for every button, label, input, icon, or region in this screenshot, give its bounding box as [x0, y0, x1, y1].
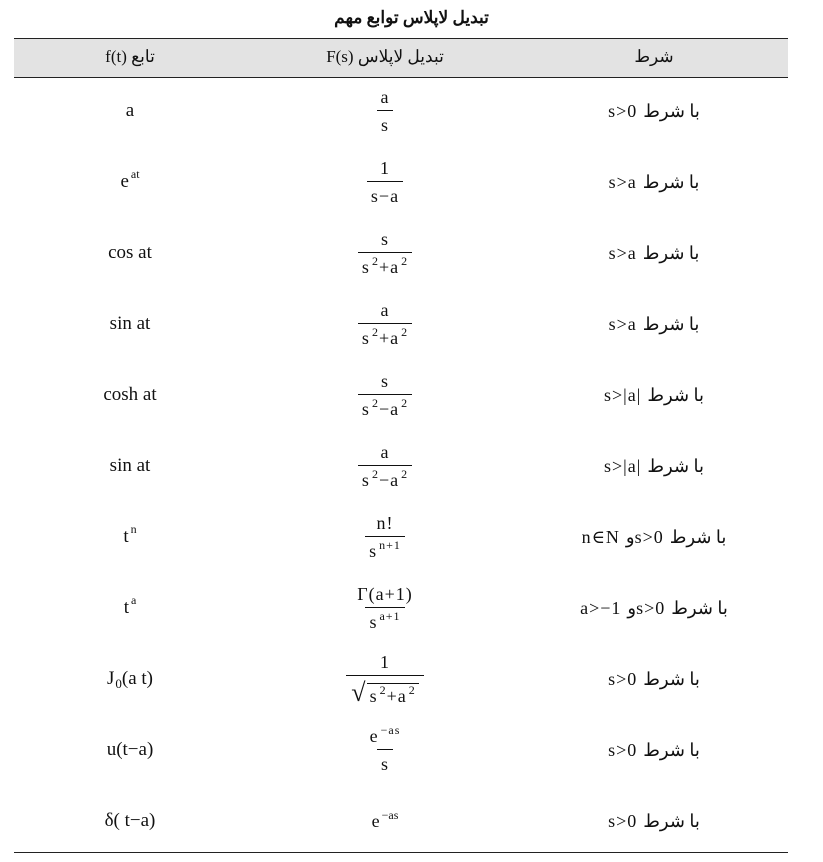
condition-expr: s>|a|: [604, 384, 642, 405]
denominator-exponent: 2: [401, 395, 409, 410]
condition-prefix: با شرط: [643, 668, 700, 689]
fraction-numerator: a: [380, 86, 390, 107]
denominator-exponent: 2: [371, 395, 379, 410]
denominator-exponent: 2: [401, 466, 409, 481]
fraction-numerator: s: [380, 228, 389, 249]
denominator-term: +a: [378, 327, 400, 348]
table-row: [14, 573, 788, 643]
condition-prefix: با شرط: [643, 739, 700, 760]
fraction-denominator: [367, 181, 403, 207]
header-laplace: F(s) تبدیل لاپلاس: [326, 47, 444, 66]
denominator-base: s: [361, 398, 370, 419]
denominator-base: s: [361, 469, 370, 490]
fraction-denominator: [377, 749, 393, 775]
denominator-base: s: [361, 327, 370, 348]
laplace-cell: [310, 76, 460, 146]
function-expr: cosh at: [103, 384, 157, 405]
fraction: [358, 442, 412, 490]
radical-sign-icon: √: [351, 678, 367, 708]
denominator-exponent: 2: [401, 324, 409, 339]
condition-prefix: با شرط: [643, 810, 700, 831]
condition-cell: [534, 715, 774, 785]
denominator-base: s: [369, 611, 378, 632]
denominator-exponent: 2: [371, 253, 379, 268]
denominator-exponent: a+1: [379, 608, 401, 623]
denominator-expr: s: [380, 753, 389, 774]
condition-expr: s>a: [608, 171, 637, 192]
condition-cell: [534, 289, 774, 359]
denominator-expr: s−a: [370, 185, 400, 206]
denominator-exponent: 2: [401, 253, 409, 268]
condition-prefix: با شرط: [647, 455, 705, 476]
laplace-base: e: [371, 810, 380, 831]
numerator-exponent: −as: [380, 722, 401, 737]
denominator-base: s: [369, 685, 378, 706]
function-expr: sin at: [109, 455, 151, 476]
condition-cell: [534, 644, 774, 714]
header-function: f(t) تابع: [105, 47, 155, 66]
fraction-numerator: [366, 722, 405, 749]
fraction-denominator: [358, 465, 412, 491]
function-cell: [70, 715, 190, 785]
function-cell: [70, 76, 190, 146]
header-condition: شرط: [634, 47, 674, 66]
condition-cell: [534, 502, 774, 572]
denominator-exponent: 2: [371, 324, 379, 339]
laplace-cell: [310, 502, 460, 572]
function-base: J: [106, 668, 115, 689]
function-argument: (a t): [121, 668, 154, 689]
function-expr: sin at: [109, 313, 151, 334]
function-subscript: 0: [115, 676, 122, 691]
fraction-numerator: 1: [380, 157, 390, 178]
condition-cell: [534, 218, 774, 288]
table-row: [14, 360, 788, 430]
condition-prefix: با شرط: [671, 597, 728, 618]
denominator-exponent: n+1: [379, 537, 401, 552]
fraction-denominator: [365, 536, 405, 562]
table-row: [14, 218, 788, 288]
function-cell: [70, 502, 190, 572]
laplace-exponent: −as: [381, 807, 399, 822]
table-row: [14, 147, 788, 217]
fraction: [358, 300, 412, 348]
fraction-numerator: s: [380, 370, 389, 391]
fraction-denominator: [347, 676, 422, 706]
condition-expr: s>0: [636, 597, 666, 618]
function-base: t: [123, 597, 129, 618]
function-exponent: at: [130, 166, 140, 181]
laplace-cell: [310, 644, 460, 714]
function-cell: [70, 573, 190, 643]
fraction-denominator: [358, 252, 412, 278]
denominator-term: +a: [378, 256, 400, 277]
condition-prefix: با شرط: [642, 171, 700, 192]
condition-expr: s>0: [634, 526, 664, 547]
fraction: [358, 371, 412, 419]
denominator-exponent: 2: [371, 466, 379, 481]
laplace-cell: [310, 147, 460, 217]
fraction-denominator: [365, 607, 404, 633]
table-row: [14, 715, 788, 785]
fraction-denominator: [358, 394, 412, 420]
denominator-base: s: [361, 256, 370, 277]
function-cell: [70, 644, 190, 714]
denominator-term: −a: [378, 469, 400, 490]
fraction-denominator: [377, 110, 393, 136]
table-row: [14, 786, 788, 856]
condition-conjunction: و: [627, 597, 637, 618]
function-expr: u(t−a): [106, 739, 154, 760]
function-expr: cos at: [108, 242, 152, 263]
function-cell: [70, 147, 190, 217]
denominator-base: s: [369, 540, 378, 561]
radicand: [367, 683, 419, 707]
denominator-term: +a: [386, 685, 407, 706]
fraction-numerator: a: [380, 441, 390, 462]
fraction-numerator: n!: [376, 512, 394, 533]
fraction: [377, 87, 394, 135]
condition-expr: s>0: [608, 668, 638, 689]
table-row: [14, 76, 788, 146]
laplace-cell: [310, 431, 460, 501]
condition-expr: s>a: [608, 242, 637, 263]
fraction: [366, 722, 405, 774]
fraction: [367, 158, 403, 206]
condition-prefix: با شرط: [642, 313, 700, 334]
condition-cell: [534, 147, 774, 217]
laplace-cell: [310, 786, 460, 856]
numerator-base: e: [369, 725, 379, 746]
table-header: [14, 38, 788, 78]
condition-cell: [534, 360, 774, 430]
fraction-numerator: Γ(a+1): [357, 583, 413, 604]
denominator-exponent: 2: [379, 682, 387, 697]
condition-expr: s>0: [608, 810, 638, 831]
function-base: e: [120, 171, 129, 192]
condition-expr-second: a>−1: [580, 597, 622, 618]
function-cell: [70, 360, 190, 430]
fraction-numerator: 1: [346, 652, 424, 677]
function-cell: [70, 218, 190, 288]
condition-cell: [534, 76, 774, 146]
denominator-term: −a: [378, 398, 400, 419]
function-base: t: [123, 526, 129, 547]
laplace-cell: [310, 289, 460, 359]
laplace-cell: [310, 715, 460, 785]
table-row: [14, 502, 788, 572]
table-row: [14, 289, 788, 359]
condition-expr: s>0: [608, 100, 638, 121]
table-bottom-rule: [14, 852, 788, 853]
condition-expr: s>0: [608, 739, 638, 760]
function-expr: δ( t−a): [104, 810, 156, 831]
fraction-numerator: a: [380, 299, 390, 320]
fraction: [353, 584, 417, 632]
condition-conjunction: و: [625, 526, 635, 547]
fraction: [358, 229, 412, 277]
fraction-denominator: [358, 323, 412, 349]
condition-cell: [534, 786, 774, 856]
function-exponent: a: [130, 592, 137, 607]
condition-expr: s>a: [608, 313, 637, 334]
function-expr: a: [125, 100, 135, 121]
condition-prefix: با شرط: [643, 100, 700, 121]
laplace-cell: [310, 218, 460, 288]
condition-prefix: با شرط: [669, 526, 727, 547]
fraction: [365, 513, 405, 561]
table-row: [14, 644, 788, 714]
denominator-expr: s: [380, 114, 389, 135]
function-exponent: n: [130, 521, 137, 536]
condition-prefix: با شرط: [642, 242, 700, 263]
laplace-cell: [310, 573, 460, 643]
condition-expr-second: n∈N: [581, 526, 620, 547]
page-title: تبدیل لاپلاس توابع مهم: [334, 8, 489, 27]
laplace-expr: [371, 807, 399, 832]
condition-prefix: با شرط: [647, 384, 705, 405]
laplace-cell: [310, 360, 460, 430]
square-root: [351, 680, 418, 706]
condition-cell: [534, 573, 774, 643]
table-row: [14, 431, 788, 501]
condition-expr: s>|a|: [604, 455, 642, 476]
function-cell: [70, 431, 190, 501]
function-cell: [70, 786, 190, 856]
fraction: [346, 652, 424, 707]
function-cell: [70, 289, 190, 359]
denominator-exponent: 2: [408, 682, 416, 697]
condition-cell: [534, 431, 774, 501]
